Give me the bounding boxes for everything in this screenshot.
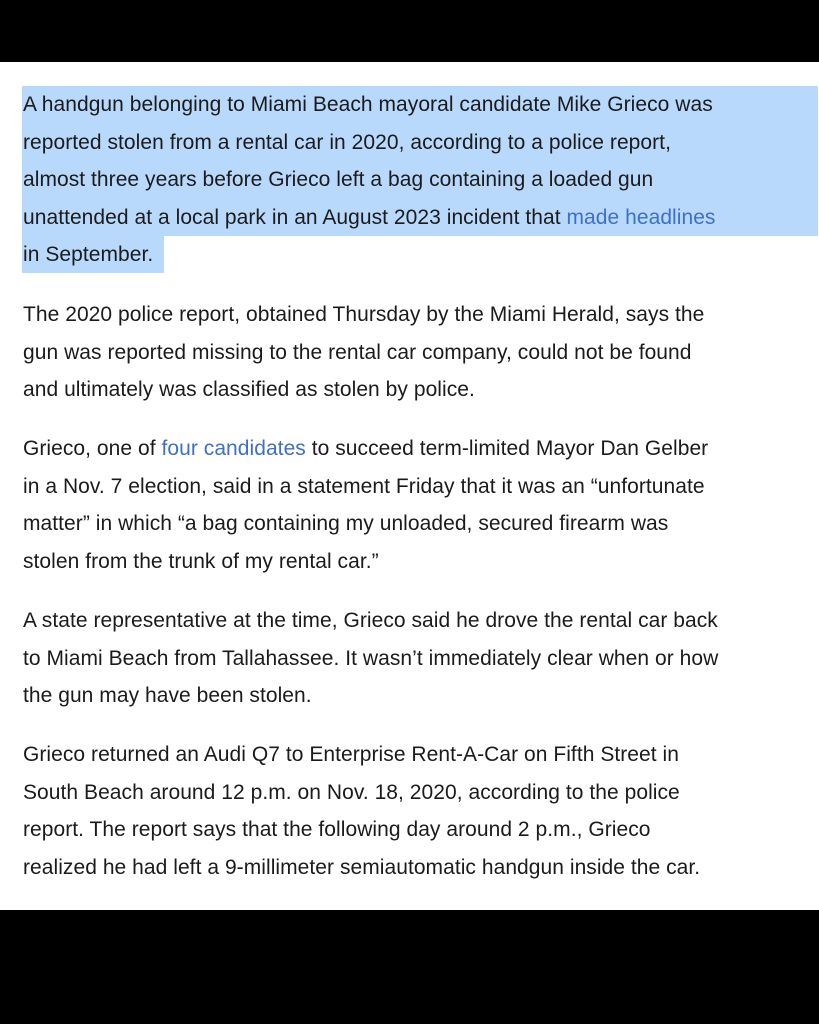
paragraph-line: A state representative at the time, Grieco said he drove the rental car back [23, 609, 718, 632]
paragraph-text: Grieco, one of [23, 437, 162, 460]
paragraph-line: in September. [23, 243, 154, 266]
paragraph-line: reported stolen from a rental car in 2020, according to a police report, [23, 130, 671, 154]
paragraph-line: gun was reported missing to the rental car company, could not be found [23, 340, 692, 364]
paragraph-text: unattended at a local park in an August 2023 incident that [23, 205, 567, 229]
paragraph-line: Grieco returned an Audi Q7 to Enterprise Rent-A-Car on Fifth Street in [23, 743, 679, 766]
paragraph-line: A handgun belonging to Miami Beach mayoral candidate Mike Grieco was [23, 93, 713, 116]
paragraph-line: and ultimately was classified as stolen by police. [23, 378, 475, 401]
made-headlines-link[interactable]: made headlines [566, 205, 716, 229]
article-paragraph-1 [23, 86, 803, 274]
paragraph-line: report. The report says that the following day around 2 p.m., Grieco [23, 818, 651, 841]
paragraph-line: stolen from the trunk of my rental car.” [23, 549, 379, 573]
paragraph-line: to Miami Beach from Tallahassee. It wasn’t immediately clear when or how [23, 646, 719, 670]
article-paragraph-5 [23, 736, 803, 886]
paragraph-line: realized he had left a 9-millimeter semiautomatic handgun inside the car. [23, 855, 701, 879]
paragraph-line: the gun may have been stolen. [23, 684, 312, 707]
paragraph-line-with-link [23, 199, 803, 237]
article-page [0, 62, 819, 910]
paragraph-line: matter” in which “a bag containing my unloaded, secured firearm was [23, 512, 669, 535]
article-paragraph-2 [23, 296, 803, 409]
article-paragraph-4 [23, 602, 803, 715]
paragraph-line: The 2020 police report, obtained Thursday by the Miami Herald, says the [23, 303, 705, 326]
paragraph-line: almost three years before Grieco left a bag containing a loaded gun [23, 168, 654, 191]
paragraph-line: in a Nov. 7 election, said in a statement Friday that it was an “unfortunate [23, 474, 705, 498]
four-candidates-link[interactable]: four candidates [161, 437, 306, 460]
paragraph-line-with-link [23, 430, 803, 468]
article-paragraph-3 [23, 430, 803, 580]
paragraph-line: South Beach around 12 p.m. on Nov. 18, 2020, according to the police [23, 780, 680, 804]
paragraph-text: to succeed term-limited Mayor Dan Gelber [305, 437, 709, 460]
